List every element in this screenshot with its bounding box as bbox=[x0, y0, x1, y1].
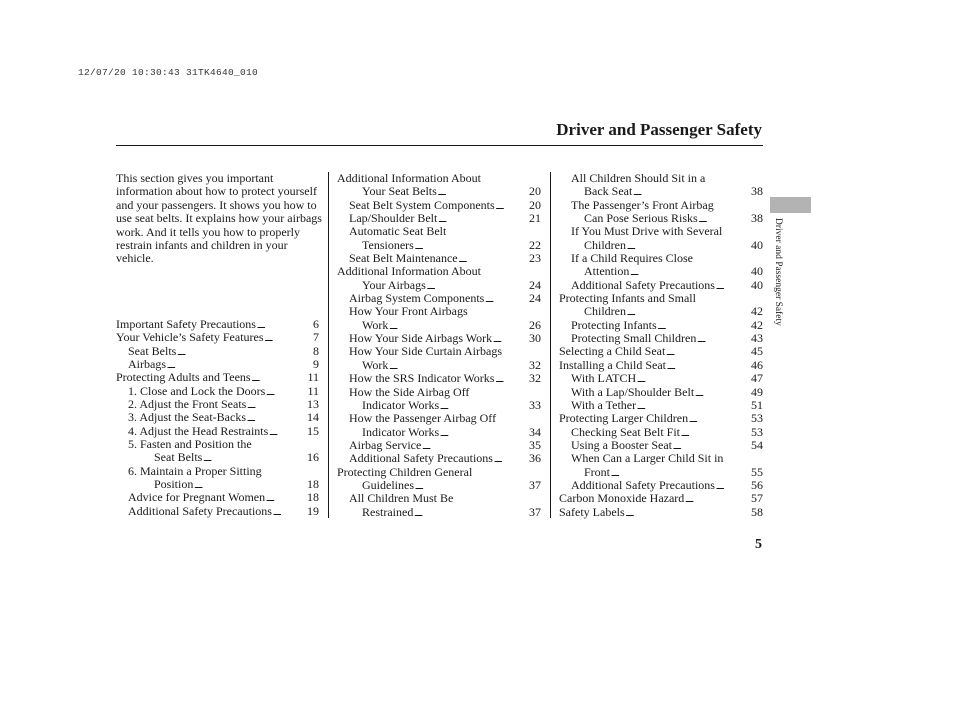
toc-entry[interactable] bbox=[559, 439, 763, 452]
toc-entry[interactable] bbox=[337, 426, 541, 439]
toc-entry[interactable] bbox=[116, 438, 319, 451]
toc-entry-title: Children bbox=[584, 237, 626, 252]
toc-dot-leader bbox=[494, 452, 528, 467]
toc-entry-page: 56 bbox=[751, 477, 763, 492]
toc-entry-title: Protecting Infants bbox=[571, 317, 657, 332]
print-timestamp: 12/07/20 10:30:43 31TK4640_010 bbox=[78, 67, 259, 78]
toc-entry[interactable] bbox=[337, 372, 541, 385]
toc-dot-leader bbox=[716, 279, 750, 294]
toc-entry-page: 51 bbox=[751, 397, 763, 412]
toc-entry-title: Your Airbags bbox=[362, 277, 426, 292]
toc-entry[interactable] bbox=[337, 332, 541, 345]
toc-entry-page: 35 bbox=[529, 437, 541, 452]
toc-entry-title: The Passenger’s Front Airbag bbox=[571, 197, 714, 212]
toc-entry-page: 23 bbox=[529, 251, 541, 266]
toc-entry-title: 3. Adjust the Seat-Backs bbox=[128, 410, 246, 425]
toc-entry-title: Indicator Works bbox=[362, 397, 440, 412]
toc-entry-page: 38 bbox=[751, 211, 763, 226]
toc-entry-title: Additional Safety Precautions bbox=[571, 277, 715, 292]
toc-entry-page: 32 bbox=[529, 357, 541, 372]
toc-entry-page: 18 bbox=[307, 477, 319, 492]
toc-entry-title: When Can a Larger Child Sit in bbox=[571, 451, 724, 466]
toc-entry[interactable] bbox=[116, 331, 319, 344]
toc-entry-page: 26 bbox=[529, 317, 541, 332]
page-number: 5 bbox=[755, 537, 762, 552]
toc-entry-title: Airbag Service bbox=[349, 437, 422, 452]
toc-entry[interactable] bbox=[337, 319, 541, 332]
toc-entry-title: Seat Belt Maintenance bbox=[349, 251, 458, 266]
toc-entry-title: Additional Information About bbox=[337, 171, 481, 185]
toc-entry-page: 54 bbox=[751, 437, 763, 452]
toc-entry-page: 43 bbox=[751, 331, 763, 346]
toc-entry-page: 42 bbox=[751, 317, 763, 332]
toc-entry-title: Can Pose Serious Risks bbox=[584, 211, 698, 226]
toc-entry[interactable] bbox=[116, 398, 319, 411]
toc-entry-page: 40 bbox=[751, 277, 763, 292]
toc-entry[interactable] bbox=[559, 332, 763, 345]
toc-entry-title: Front bbox=[584, 464, 611, 479]
toc-entry-page: 24 bbox=[529, 277, 541, 292]
toc-entry[interactable] bbox=[337, 399, 541, 412]
toc-entry-title: Indicator Works bbox=[362, 424, 440, 439]
toc-entry-title: How Your Side Airbags Work bbox=[349, 331, 493, 346]
toc-entry-title: How the Side Airbag Off bbox=[349, 384, 470, 399]
toc-entry[interactable] bbox=[559, 506, 763, 519]
toc-entry-page: 18 bbox=[307, 490, 319, 505]
toc-entry[interactable] bbox=[559, 386, 763, 399]
toc-entry-page: 8 bbox=[313, 343, 319, 358]
toc-entry-title: Children bbox=[584, 304, 626, 319]
toc-entry[interactable] bbox=[559, 279, 763, 292]
toc-entry[interactable] bbox=[337, 185, 541, 198]
toc-entry-page: 46 bbox=[751, 357, 763, 372]
toc-entry[interactable] bbox=[337, 172, 541, 185]
toc-entry-page: 40 bbox=[751, 237, 763, 252]
toc-entry-page: 37 bbox=[529, 504, 541, 519]
toc-entry[interactable] bbox=[337, 252, 541, 265]
toc-entry-page: 9 bbox=[313, 357, 319, 372]
toc-entry[interactable] bbox=[559, 372, 763, 385]
toc-entry-page: 47 bbox=[751, 371, 763, 386]
toc-entry-page: 6 bbox=[313, 317, 319, 331]
toc-entry[interactable] bbox=[337, 305, 541, 318]
toc-entry[interactable] bbox=[559, 292, 763, 305]
toc-entry[interactable] bbox=[337, 479, 541, 492]
toc-entry-title: Position bbox=[154, 477, 194, 492]
toc-dot-leader bbox=[438, 212, 528, 227]
toc-entry-page: 14 bbox=[307, 410, 319, 425]
toc-entry[interactable] bbox=[116, 345, 319, 358]
toc-entry-page: 45 bbox=[751, 344, 763, 359]
toc-entry[interactable] bbox=[116, 371, 319, 384]
toc-entry-page: 32 bbox=[529, 371, 541, 386]
toc-entry-title: All Children Should Sit in a bbox=[571, 171, 706, 185]
toc-column-1 bbox=[116, 318, 319, 518]
toc-entry[interactable] bbox=[559, 412, 763, 425]
toc-entry-title: All Children Must Be bbox=[349, 491, 454, 506]
column-divider bbox=[550, 172, 551, 518]
toc-entry[interactable] bbox=[116, 385, 319, 398]
toc-entry-page: 33 bbox=[529, 397, 541, 412]
toc-entry-page: 34 bbox=[529, 424, 541, 439]
toc-entry[interactable] bbox=[337, 345, 541, 358]
toc-entry-page: 53 bbox=[751, 411, 763, 426]
toc-entry[interactable] bbox=[337, 412, 541, 425]
toc-entry-title: Carbon Monoxide Hazard bbox=[559, 491, 685, 506]
title-rule bbox=[116, 145, 763, 146]
toc-entry[interactable] bbox=[337, 439, 541, 452]
toc-entry-title: Protecting Small Children bbox=[571, 331, 697, 346]
toc-entry[interactable] bbox=[116, 411, 319, 424]
toc-entry-title: Automatic Seat Belt bbox=[349, 224, 447, 239]
toc-entry-title: How the SRS Indicator Works bbox=[349, 371, 495, 386]
toc-entry[interactable] bbox=[116, 465, 319, 478]
toc-entry-title: Attention bbox=[584, 264, 630, 279]
toc-entry[interactable] bbox=[559, 479, 763, 492]
toc-entry-title: 2. Adjust the Front Seats bbox=[128, 397, 247, 412]
toc-entry[interactable] bbox=[116, 358, 319, 371]
toc-entry[interactable] bbox=[559, 345, 763, 358]
toc-entry-title: Installing a Child Seat bbox=[559, 357, 666, 372]
toc-entry[interactable] bbox=[559, 239, 763, 252]
toc-entry[interactable] bbox=[337, 279, 541, 292]
toc-entry[interactable] bbox=[337, 292, 541, 305]
toc-entry-page: 53 bbox=[751, 424, 763, 439]
toc-entry-page: 7 bbox=[313, 330, 319, 345]
toc-entry-title: Seat Belts bbox=[128, 343, 177, 358]
intro-paragraph: This section gives you important information about how to protect yourself and your passengers. It shows you how to use seat belts. It explains how your airbags work. And it tells you how to properly restrain infants and children in your vehicle. bbox=[116, 171, 322, 266]
toc-dot-leader bbox=[485, 292, 528, 307]
toc-entry-title: Important Safety Precautions bbox=[116, 317, 256, 331]
toc-entry-title: Airbag System Components bbox=[349, 291, 485, 306]
toc-entry-page: 42 bbox=[751, 304, 763, 319]
toc-entry[interactable] bbox=[337, 466, 541, 479]
toc-dot-leader bbox=[269, 425, 306, 440]
toc-entry[interactable] bbox=[559, 265, 763, 278]
toc-entry[interactable] bbox=[559, 492, 763, 505]
toc-entry[interactable] bbox=[337, 199, 541, 212]
toc-entry-title: Lap/Shoulder Belt bbox=[349, 211, 438, 226]
toc-entry-title: How Your Side Curtain Airbags bbox=[349, 344, 503, 359]
toc-entry[interactable] bbox=[116, 451, 319, 464]
toc-entry-title: If a Child Requires Close bbox=[571, 251, 693, 266]
toc-entry[interactable] bbox=[559, 172, 763, 185]
toc-entry-title: Checking Seat Belt Fit bbox=[571, 424, 680, 439]
toc-entry[interactable] bbox=[116, 425, 319, 438]
toc-entry-page: 49 bbox=[751, 384, 763, 399]
toc-entry-title: Work bbox=[362, 357, 389, 372]
toc-entry-title: Using a Booster Seat bbox=[571, 437, 672, 452]
column-divider bbox=[328, 172, 329, 518]
page-title: Driver and Passenger Safety bbox=[556, 120, 762, 139]
toc-entry-page: 16 bbox=[307, 450, 319, 465]
toc-entry[interactable] bbox=[559, 399, 763, 412]
toc-entry-page: 11 bbox=[307, 383, 319, 398]
toc-entry-title: Protecting Larger Children bbox=[559, 411, 689, 426]
toc-entry[interactable] bbox=[116, 478, 319, 491]
toc-entry-title: Additional Information About bbox=[337, 264, 481, 279]
toc-entry[interactable] bbox=[559, 466, 763, 479]
toc-entry[interactable] bbox=[559, 359, 763, 372]
toc-entry[interactable] bbox=[337, 452, 541, 465]
toc-entry[interactable] bbox=[116, 505, 319, 518]
toc-entry-page: 19 bbox=[307, 503, 319, 518]
toc-entry-page: 37 bbox=[529, 477, 541, 492]
toc-entry-page: 22 bbox=[529, 237, 541, 252]
toc-entry-title: Guidelines bbox=[362, 477, 414, 492]
toc-entry-page: 58 bbox=[751, 504, 763, 519]
toc-entry[interactable] bbox=[559, 225, 763, 238]
toc-entry-page: 13 bbox=[307, 397, 319, 412]
toc-entry-page: 11 bbox=[307, 370, 319, 385]
toc-entry-title: 4. Adjust the Head Restraints bbox=[128, 423, 269, 438]
toc-entry-page: 20 bbox=[529, 184, 541, 199]
toc-entry[interactable] bbox=[559, 426, 763, 439]
toc-entry-title: Airbags bbox=[128, 357, 166, 372]
toc-entry-title: 5. Fasten and Position the bbox=[128, 437, 252, 452]
toc-entry-title: With a Tether bbox=[571, 397, 637, 412]
toc-entry[interactable] bbox=[337, 359, 541, 372]
toc-entry-title: Tensioners bbox=[362, 237, 414, 252]
toc-entry-page: 36 bbox=[529, 451, 541, 466]
toc-entry-page: 38 bbox=[751, 184, 763, 199]
toc-entry-title: Safety Labels bbox=[559, 504, 625, 519]
toc-entry-title: Advice for Pregnant Women bbox=[128, 490, 266, 505]
toc-entry-page: 55 bbox=[751, 464, 763, 479]
toc-entry[interactable] bbox=[559, 185, 763, 198]
toc-entry-page: 24 bbox=[529, 291, 541, 306]
toc-entry[interactable] bbox=[337, 386, 541, 399]
toc-column-3 bbox=[559, 172, 763, 519]
toc-entry-title: Protecting Infants and Small bbox=[559, 291, 696, 306]
toc-entry-title: Additional Safety Precautions bbox=[128, 503, 272, 518]
toc-entry-page: 15 bbox=[307, 423, 319, 438]
toc-entry[interactable] bbox=[337, 492, 541, 505]
toc-entry[interactable] bbox=[559, 319, 763, 332]
toc-entry-title: If You Must Drive with Several bbox=[571, 224, 723, 239]
toc-entry[interactable] bbox=[559, 212, 763, 225]
toc-entry[interactable] bbox=[559, 199, 763, 212]
toc-entry-title: Protecting Children General bbox=[337, 464, 473, 479]
toc-entry-title: Your Vehicle’s Safety Features bbox=[116, 330, 264, 345]
toc-dot-leader bbox=[495, 372, 528, 387]
toc-entry-title: How Your Front Airbags bbox=[349, 304, 468, 319]
toc-entry-title: With a Lap/Shoulder Belt bbox=[571, 384, 695, 399]
toc-entry-title: Additional Safety Precautions bbox=[349, 451, 493, 466]
toc-entry[interactable] bbox=[559, 305, 763, 318]
toc-entry-title: Protecting Adults and Teens bbox=[116, 370, 251, 385]
toc-entry-page: 20 bbox=[529, 197, 541, 212]
toc-entry-title: 1. Close and Lock the Doors bbox=[128, 383, 266, 398]
section-side-label: Driver and Passenger Safety bbox=[773, 218, 783, 326]
toc-dot-leader bbox=[273, 505, 306, 520]
toc-dot-leader bbox=[414, 506, 528, 521]
toc-entry-page: 21 bbox=[529, 211, 541, 226]
toc-entry-title: Additional Safety Precautions bbox=[571, 477, 715, 492]
toc-entry-page: 40 bbox=[751, 264, 763, 279]
toc-entry[interactable] bbox=[337, 265, 541, 278]
toc-entry-title: How the Passenger Airbag Off bbox=[349, 411, 497, 426]
toc-entry-title: Restrained bbox=[362, 504, 414, 519]
toc-dot-leader bbox=[626, 506, 750, 521]
toc-entry-title: Your Seat Belts bbox=[362, 184, 437, 199]
toc-entry-title: Work bbox=[362, 317, 389, 332]
section-tab bbox=[770, 197, 811, 213]
toc-entry-title: Seat Belt System Components bbox=[349, 197, 495, 212]
toc-entry-page: 30 bbox=[529, 331, 541, 346]
toc-entry-title: Selecting a Child Seat bbox=[559, 344, 666, 359]
toc-entry[interactable] bbox=[116, 491, 319, 504]
toc-entry[interactable] bbox=[116, 318, 319, 331]
toc-entry[interactable] bbox=[337, 506, 541, 519]
toc-column-2 bbox=[337, 172, 541, 519]
toc-entry-page: 57 bbox=[751, 491, 763, 506]
toc-entry[interactable] bbox=[559, 452, 763, 465]
toc-entry-title: Seat Belts bbox=[154, 450, 203, 465]
toc-entry-title: With LATCH bbox=[571, 371, 637, 386]
toc-entry[interactable] bbox=[337, 239, 541, 252]
toc-entry[interactable] bbox=[337, 212, 541, 225]
toc-entry-title: 6. Maintain a Proper Sitting bbox=[128, 463, 262, 478]
toc-entry-title: Back Seat bbox=[584, 184, 633, 199]
toc-entry[interactable] bbox=[337, 225, 541, 238]
toc-entry[interactable] bbox=[559, 252, 763, 265]
